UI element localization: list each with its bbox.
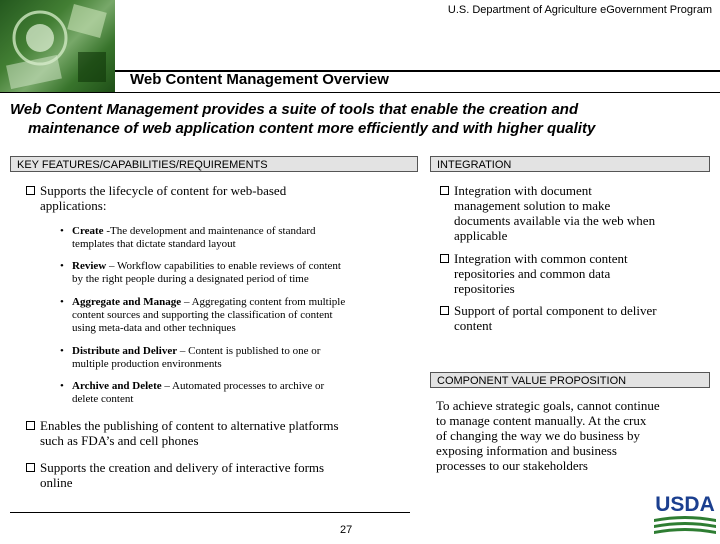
feature-line: applications: <box>40 198 107 213</box>
summary-line: Web Content Management provides a suite of tools that enable the creation and <box>10 101 579 118</box>
summary-line: maintenance of web application content more efficiently and with higher quality <box>28 120 596 137</box>
usda-logo-text: USDA <box>655 493 715 516</box>
page-number: 27 <box>340 524 353 536</box>
value-line: exposing information and business <box>436 443 617 458</box>
sub-feature-term: Distribute and Deliver <box>72 345 178 357</box>
summary-statement <box>10 100 710 138</box>
sub-feature-text: – Automated processes to archive or <box>161 380 325 392</box>
integration-line: Integration with document <box>454 183 592 198</box>
program-title: U.S. Department of Agriculture eGovernment Program <box>447 4 712 16</box>
checkbox-bullet-icon <box>26 186 35 195</box>
sub-feature-text: templates that dictate standard layout <box>72 238 236 250</box>
component-value-header: COMPONENT VALUE PROPOSITION <box>430 372 710 388</box>
integration-line: applicable <box>454 228 508 243</box>
sub-feature-text: – Content is published to one or <box>177 345 321 357</box>
integration-line: repositories and common data <box>454 266 611 281</box>
feature-line: Supports the creation and delivery of interactive forms <box>40 460 325 475</box>
component-value-text <box>436 398 714 473</box>
sub-feature-term: Create <box>72 225 104 237</box>
key-features-header: KEY FEATURES/CAPABILITIES/REQUIREMENTS <box>10 156 418 172</box>
integration-line: management solution to make <box>454 198 611 213</box>
banner-image <box>0 0 115 92</box>
sub-feature-text: using meta-data and other techniques <box>72 322 236 334</box>
sub-feature-text: delete content <box>72 393 134 405</box>
value-line: processes to our stakeholders <box>436 458 588 473</box>
sub-feature-term: Review <box>72 260 107 272</box>
bullet-dot-icon: • <box>60 345 64 357</box>
checkbox-bullet-icon <box>440 306 449 315</box>
integration-header: INTEGRATION <box>430 156 710 172</box>
integration-line: repositories <box>454 281 515 296</box>
value-line: To achieve strategic goals, cannot continue <box>436 398 660 413</box>
integration-line: content <box>454 318 493 333</box>
bullet-dot-icon: • <box>60 380 64 392</box>
slide-title: Web Content Management Overview <box>130 71 389 88</box>
value-line: to manage content manually. At the crux <box>436 413 647 428</box>
feature-line: online <box>40 475 73 490</box>
checkbox-bullet-icon <box>26 463 35 472</box>
usda-logo <box>652 491 718 539</box>
checkbox-bullet-icon <box>26 421 35 430</box>
checkbox-bullet-icon <box>440 186 449 195</box>
sub-feature-text: -The development and maintenance of standard <box>103 225 316 237</box>
integration-line: Integration with common content <box>454 251 628 266</box>
bullet-dot-icon: • <box>60 225 64 237</box>
sub-feature-term: Archive and Delete <box>72 380 162 392</box>
sub-feature-text: content sources and supporting the classification of content <box>72 309 333 321</box>
footer-divider <box>10 512 410 513</box>
sub-feature-text: – Aggregating content from multiple <box>181 296 346 308</box>
feature-line: such as FDA’s and cell phones <box>40 433 199 448</box>
integration-line: Support of portal component to deliver <box>454 303 657 318</box>
sub-feature-text: by the right people during a designated period of time <box>72 273 309 285</box>
bullet-dot-icon: • <box>60 260 64 272</box>
checkbox-bullet-icon <box>440 254 449 263</box>
integration-line: documents available via the web when <box>454 213 656 228</box>
title-divider <box>0 92 720 93</box>
feature-line: Enables the publishing of content to alternative platforms <box>40 418 339 433</box>
bullet-dot-icon: • <box>60 296 64 308</box>
sub-feature-text: multiple production environments <box>72 358 222 370</box>
feature-line: Supports the lifecycle of content for web-based <box>40 183 287 198</box>
sub-feature-text: – Workflow capabilities to enable reviews of content <box>106 260 341 272</box>
value-line: of changing the way we do business by <box>436 428 640 443</box>
sub-feature-term: Aggregate and Manage <box>72 296 182 308</box>
